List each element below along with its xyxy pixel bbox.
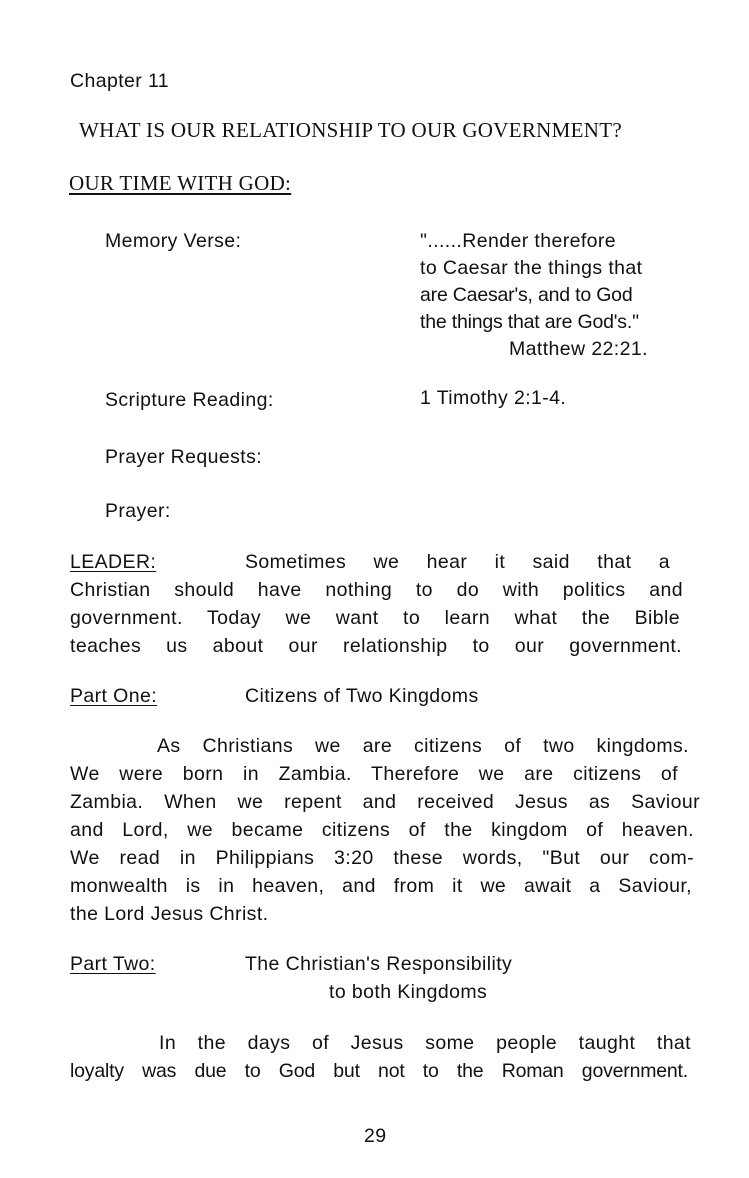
memory-verse-line: to Caesar the things that [420, 257, 643, 279]
part-two-title: to both Kingdoms [329, 981, 488, 1003]
page-number: 29 [364, 1125, 387, 1147]
leader-line: government. Today we want to learn what the Bible [70, 607, 680, 629]
paragraph-line: monwealth is in heaven, and from it we await a Saviour, [70, 875, 692, 897]
leader-line: teaches us about our relationship to our government. [70, 635, 682, 657]
part-two-title: The Christian's Responsibility [245, 953, 513, 975]
paragraph-line: As Christians we are citizens of two kingdoms. [157, 735, 689, 757]
paragraph-line: We were born in Zambia. Therefore we are citizens of [70, 763, 678, 785]
memory-verse-line: "......Render therefore [420, 230, 617, 252]
paragraph-line: We read in Philippians 3:20 these words, "But our com- [70, 847, 694, 869]
page-title: WHAT IS OUR RELATIONSHIP TO OUR GOVERNMENT? [79, 118, 622, 142]
memory-verse-line: are Caesar's, and to God [420, 284, 633, 306]
part-two-label: Part Two: [70, 953, 156, 975]
memory-verse-reference: Matthew 22:21. [509, 338, 648, 360]
part-one-label: Part One: [70, 685, 158, 707]
memory-verse-line: the things that are God's." [420, 311, 639, 333]
prayer-label: Prayer: [105, 500, 171, 522]
leader-line: Christian should have nothing to do with politics and [70, 579, 683, 601]
leader-label: LEADER: [70, 551, 157, 573]
part-one-title: Citizens of Two Kingdoms [245, 685, 479, 707]
paragraph-line: In the days of Jesus some people taught that [159, 1032, 691, 1054]
paragraph-line: the Lord Jesus Christ. [70, 903, 269, 925]
scripture-reading-label: Scripture Reading: [105, 389, 274, 411]
paragraph-line: loyalty was due to God but not to the Roman government. [70, 1060, 688, 1082]
section-heading: OUR TIME WITH GOD: [69, 171, 292, 195]
prayer-requests-label: Prayer Requests: [105, 446, 263, 468]
paragraph-line: and Lord, we became citizens of the kingdom of heaven. [70, 819, 694, 841]
memory-verse-label: Memory Verse: [105, 230, 242, 252]
leader-line: Sometimes we hear it said that a [245, 551, 670, 573]
paragraph-line: Zambia. When we repent and received Jesus as Saviour [70, 791, 700, 813]
scripture-reading-value: 1 Timothy 2:1-4. [420, 387, 567, 409]
chapter-label: Chapter 11 [70, 70, 170, 92]
